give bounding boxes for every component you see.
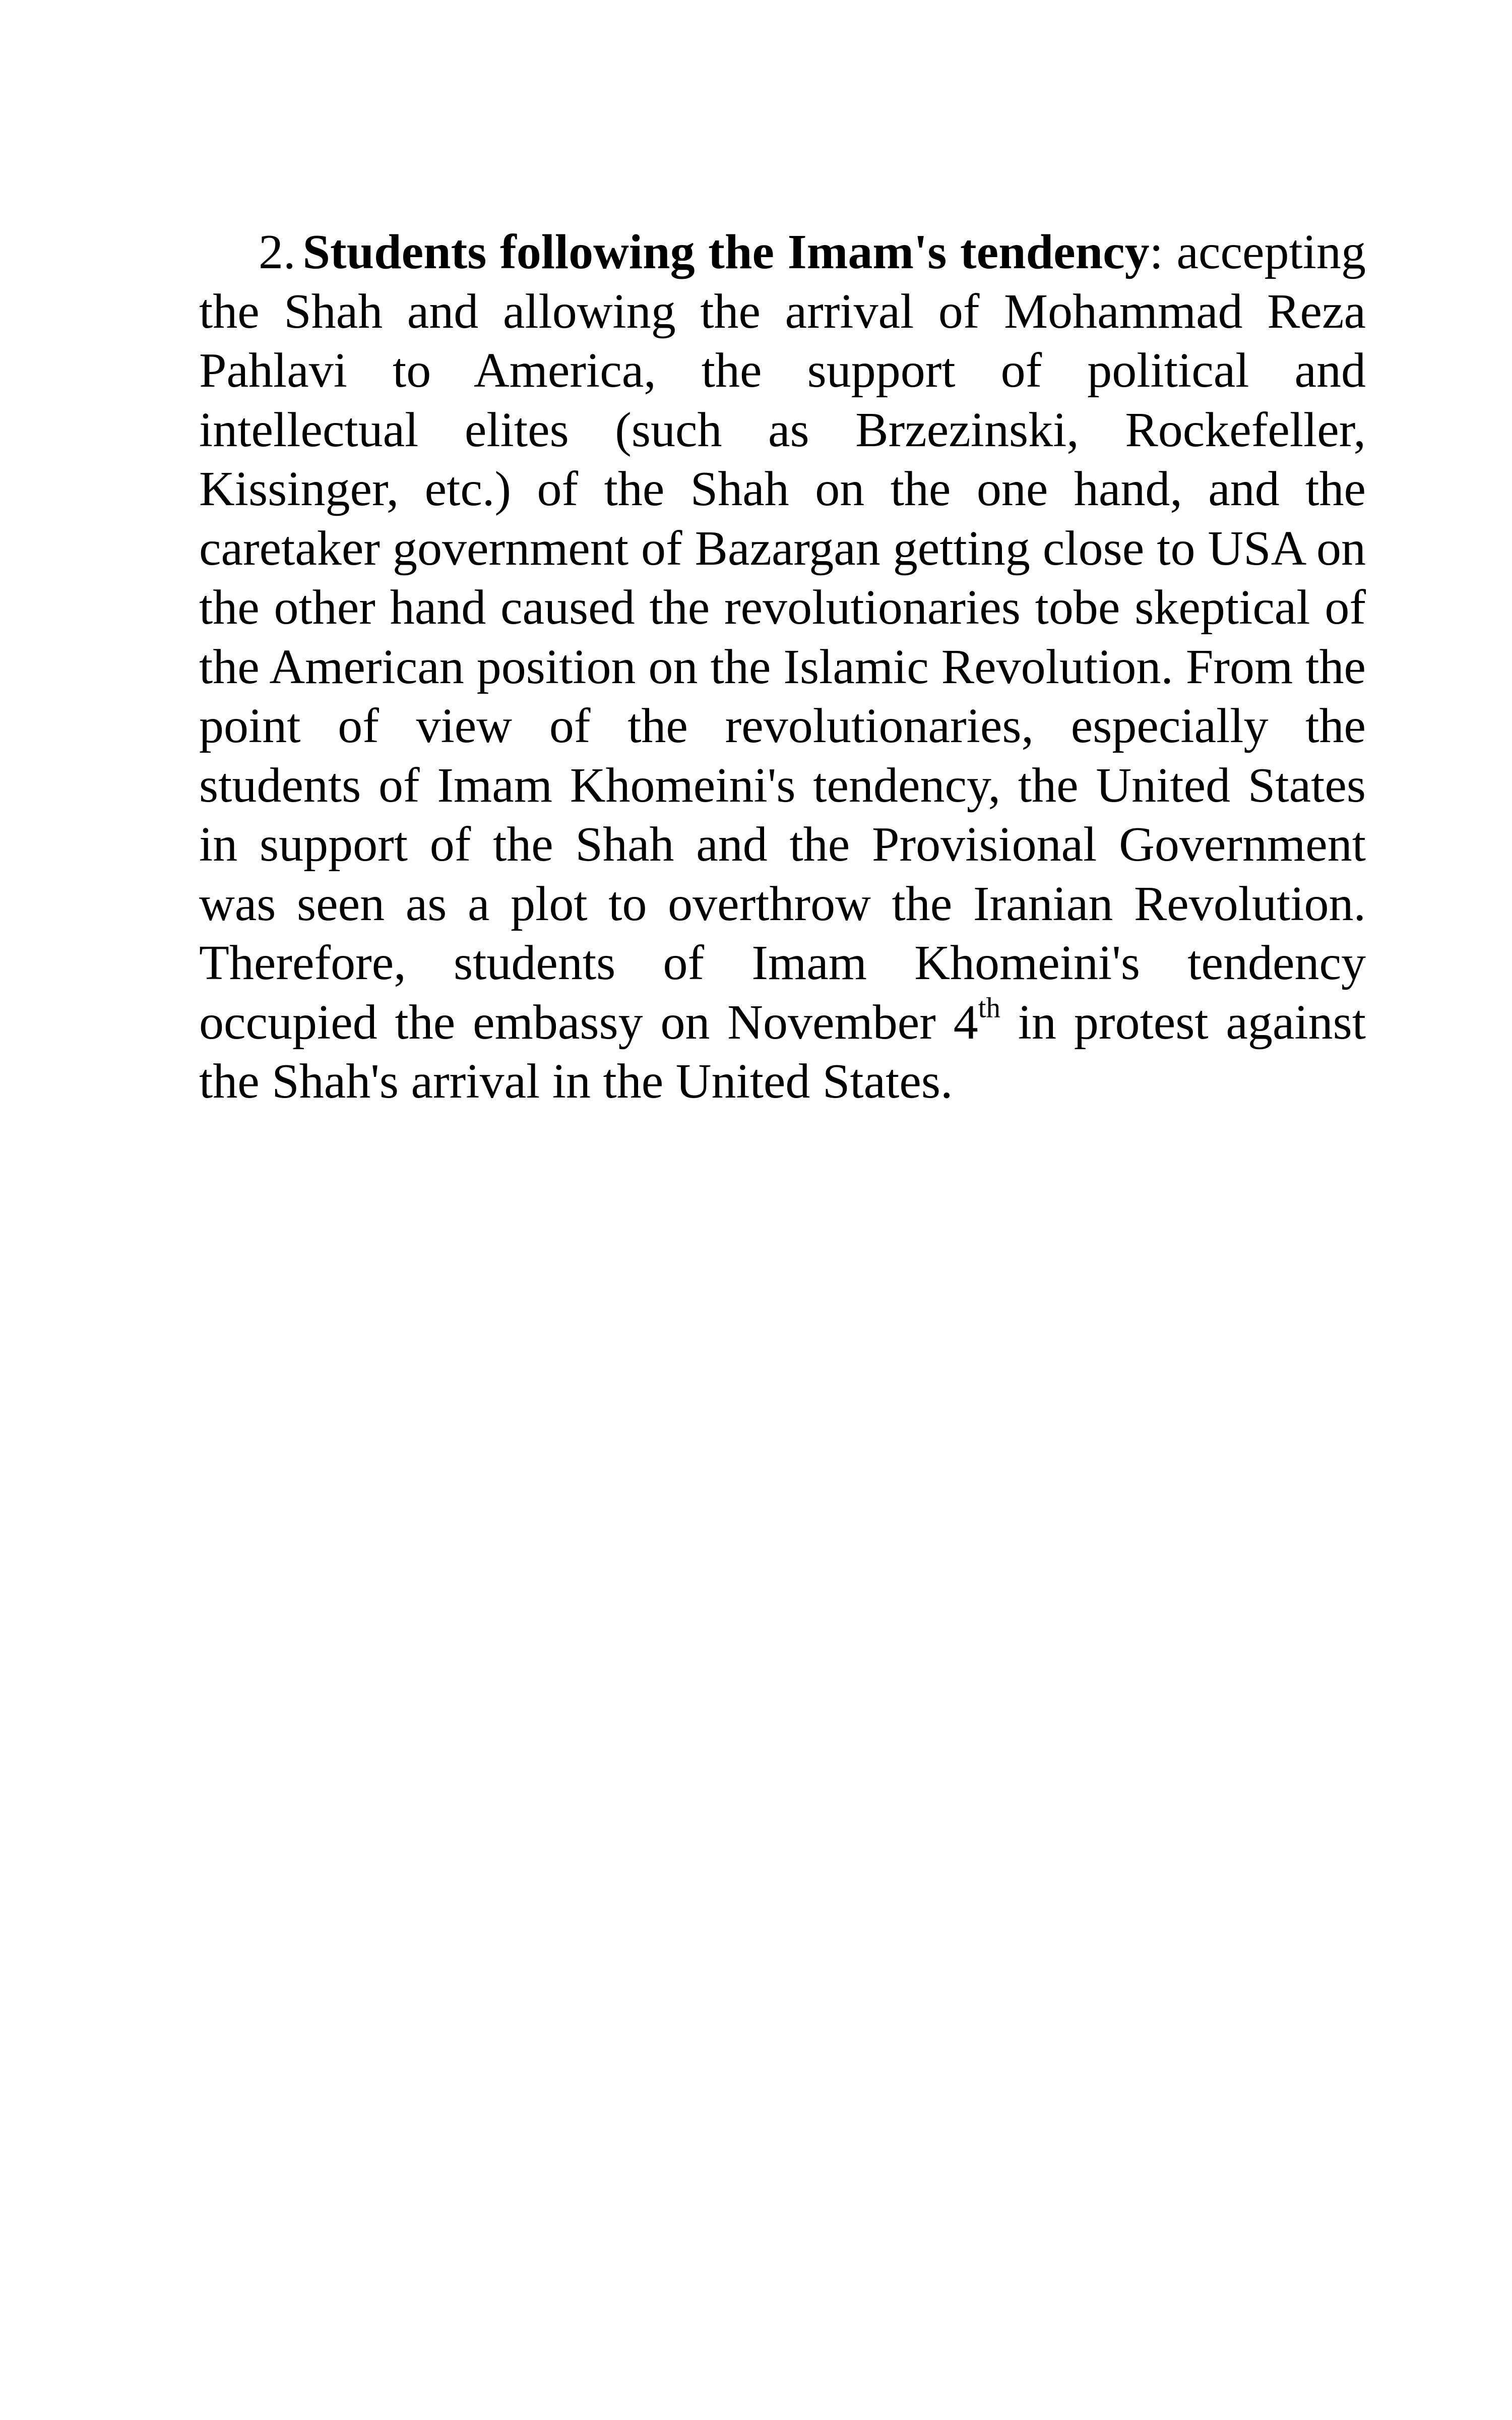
ordinal-superscript: th [978, 991, 1000, 1023]
item-number: 2. [259, 225, 296, 279]
numbered-paragraph [199, 223, 1366, 1112]
paragraph-body-part2: in protest against the Shah's arrival in the United States. [199, 995, 1366, 1109]
paragraph-body-part1: accepting the Shah and allowing the arrival of Mohammad Reza Pahlavi to America, the support of political and intellectual elites (such as Brzezinski, Rockefeller, Kissinger, etc.) of the Shah on the one hand, and the caretaker government of Bazargan getting close to USA on the other hand caused the revolutionaries tobe skeptical of the American position on the Islamic Revolution. From the point of view of the revolutionaries, especially the students of Imam Khomeini's tendency, the United States in support of the Shah and the Provisional Government was seen as a plot to overthrow the Iranian Revolution. Therefore, students of Imam Khomeini's tendency occupied the embassy on November 4 [199, 225, 1366, 1050]
lead-punctuation: : [1149, 225, 1163, 279]
lead-term: Students following the Imam's tendency [302, 225, 1150, 279]
